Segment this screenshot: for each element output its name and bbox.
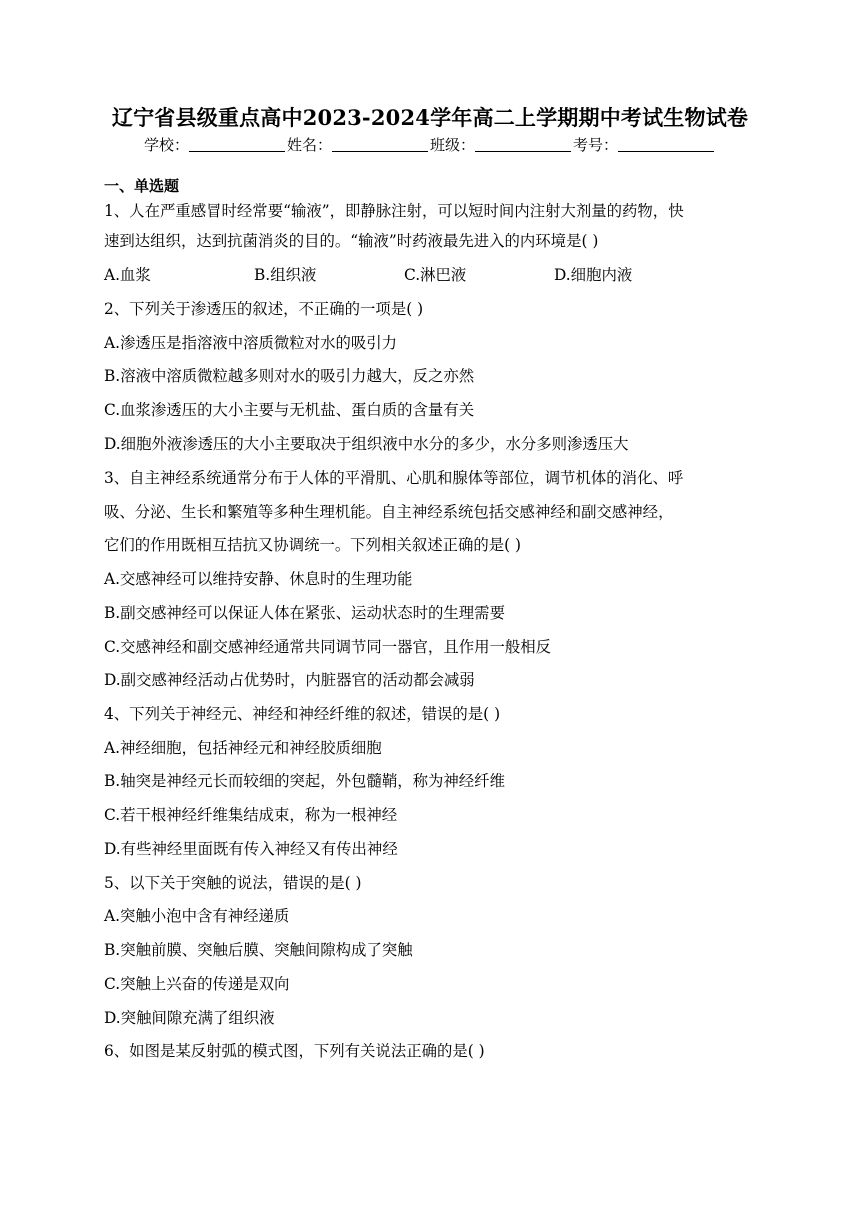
q3-option-d: D.副交感神经活动占优势时，内脏器官的活动都会减弱 [104, 671, 475, 689]
q3-option-a: A.交感神经可以维持安静、休息时的生理功能 [104, 570, 413, 588]
q3-option-c: C.交感神经和副交感神经通常共同调节同一器官，且作用一般相反 [104, 638, 552, 656]
q2-option-c: C.血浆渗透压的大小主要与无机盐、蛋白质的含量有关 [104, 401, 475, 419]
q4-option-d: D.有些神经里面既有传入神经又有传出神经 [104, 840, 398, 858]
q5-option-d: D.突触间隙充满了组织液 [104, 1009, 275, 1027]
name-blank [332, 135, 428, 152]
class-label: 班级： [430, 136, 476, 154]
school-label: 学校： [143, 136, 189, 154]
q3-stem-line-2: 吸、分泌、生长和繁殖等多种生理机能。自主神经系统包括交感神经和副交感神经， [104, 503, 674, 521]
q2-option-d: D.细胞外液渗透压的大小主要取决于组织液中水分的多少，水分多则渗透压大 [104, 435, 629, 453]
q2-option-b: B.溶液中溶质微粒越多则对水的吸引力越大，反之亦然 [104, 367, 475, 385]
section-title: 一、单选题 [104, 177, 180, 195]
q1-stem-line-2: 速到达组织，达到抗菌消炎的目的。“输液”时药液最先进入的内环境是( ) [104, 232, 599, 250]
q4-stem: 4、下列关于神经元、神经和神经纤维的叙述，错误的是( ) [104, 705, 501, 723]
q1-option-d: D.细胞内液 [554, 266, 633, 284]
q3-option-b: B.副交感神经可以保证人体在紧张、运动状态时的生理需要 [104, 604, 505, 622]
q1-option-c: C.淋巴液 [404, 266, 467, 284]
class-blank [475, 135, 571, 152]
q2-option-a: A.渗透压是指溶液中溶质微粒对水的吸引力 [104, 334, 398, 352]
q2-stem: 2、下列关于渗透压的叙述，不正确的一项是( ) [104, 300, 424, 318]
student-info-line [0, 133, 860, 157]
q1-option-a: A.血浆 [104, 266, 151, 284]
q5-option-c: C.突触上兴奋的传递是双向 [104, 975, 290, 993]
q5-stem: 5、以下关于突触的说法，错误的是( ) [104, 874, 362, 892]
q1-stem-line-1: 1、人在严重感冒时经常要“输液”，即静脉注射，可以短时间内注射大剂量的药物，快 [104, 202, 684, 220]
q4-option-c: C.若干根神经纤维集结成束，称为一根神经 [104, 806, 398, 824]
q4-option-a: A.神经细胞，包括神经元和神经胶质细胞 [104, 739, 382, 757]
q6-stem: 6、如图是某反射弧的模式图，下列有关说法正确的是( ) [104, 1042, 485, 1060]
q5-option-b: B.突触前膜、突触后膜、突触间隙构成了突触 [104, 941, 413, 959]
q4-option-b: B.轴突是神经元长而较细的突起，外包髓鞘，称为神经纤维 [104, 772, 505, 790]
name-label: 姓名： [286, 136, 332, 154]
exam-number-label: 考号： [573, 136, 619, 154]
q1-option-b: B.组织液 [254, 266, 317, 284]
q3-stem-line-1: 3、自主神经系统通常分布于人体的平滑肌、心肌和腺体等部位，调节机体的消化、呼 [104, 469, 684, 487]
exam-number-blank [618, 135, 714, 152]
school-blank [189, 135, 285, 152]
q3-stem-line-3: 它们的作用既相互拮抗又协调统一。下列相关叙述正确的是( ) [104, 536, 522, 554]
exam-title: 辽宁省县级重点高中2023-2024学年高二上学期期中考试生物试卷 [111, 105, 749, 130]
q5-option-a: A.突触小泡中含有神经递质 [104, 907, 290, 925]
